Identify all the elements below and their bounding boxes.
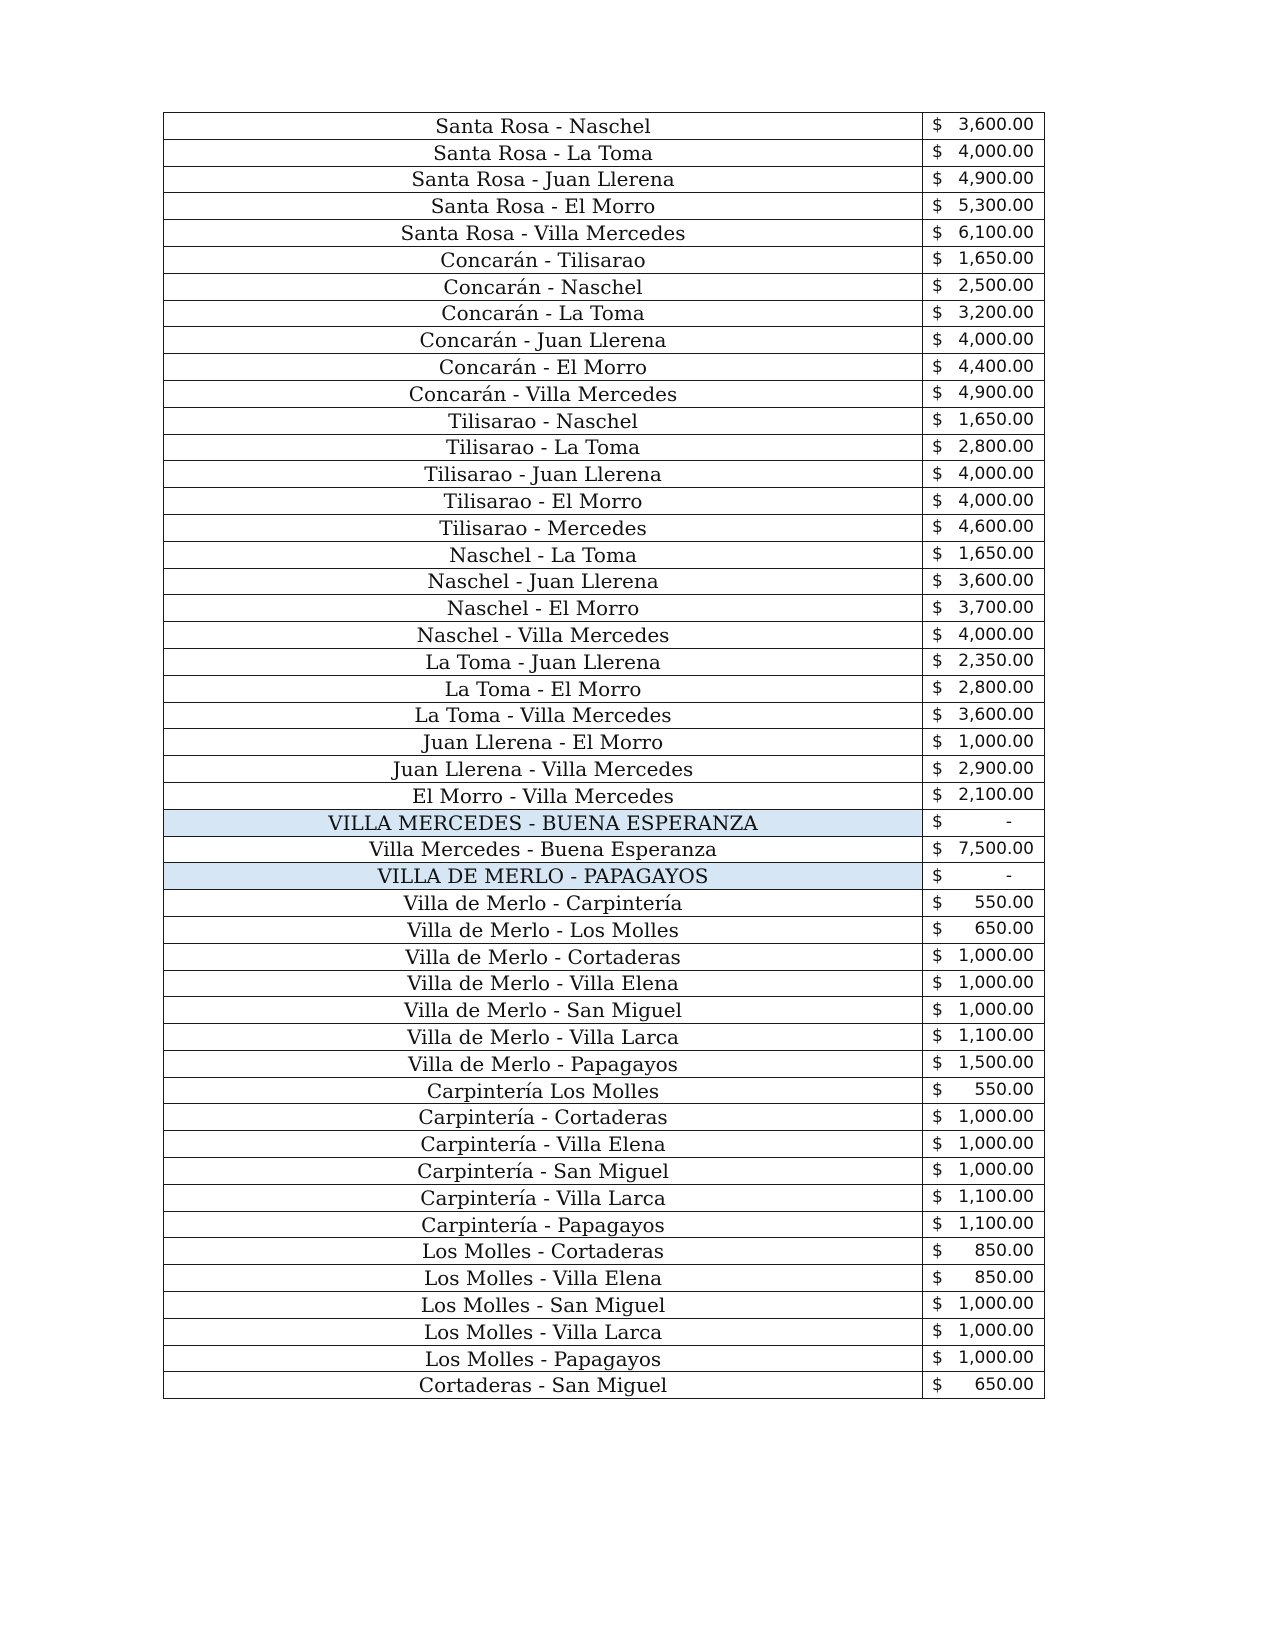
price-cell [923,1238,1045,1265]
price-amount: 3,600.00 [958,570,1034,591]
price-cell [923,729,1045,756]
table-row [164,943,1045,970]
table-row [164,1292,1045,1319]
table-row [164,1104,1045,1131]
route-cell: Concarán - El Morro [164,354,923,381]
currency-symbol: $ [932,972,943,993]
table-row [164,1238,1045,1265]
price-cell-inner [923,1189,1044,1206]
price-amount: 1,000.00 [958,946,1034,967]
currency-symbol: $ [932,892,943,913]
price-cell [923,193,1045,220]
price-cell [923,354,1045,381]
table-row [164,327,1045,354]
price-cell-inner [923,412,1044,429]
route-cell: Villa Mercedes - Buena Esperanza [164,836,923,863]
table-row [164,1131,1045,1158]
price-cell-inner [923,117,1044,134]
table-row [164,729,1045,756]
currency-symbol: $ [932,1026,943,1047]
price-cell [923,407,1045,434]
currency-symbol: $ [932,410,943,431]
route-cell: Concarán - La Toma [164,300,923,327]
price-amount: - [1005,812,1012,833]
price-cell-inner [923,1296,1044,1313]
price-cell-inner [923,1028,1044,1045]
price-cell [923,300,1045,327]
table-row [164,916,1045,943]
price-amount: 3,600.00 [958,704,1034,725]
route-cell: Santa Rosa - Naschel [164,113,923,140]
table-row [164,1265,1045,1292]
currency-symbol: $ [932,383,943,404]
table-row [164,488,1045,515]
table-row [164,1345,1045,1372]
route-cell: Juan Llerena - Villa Mercedes [164,756,923,783]
currency-symbol: $ [932,651,943,672]
currency-symbol: $ [932,1348,943,1369]
price-amount: 550.00 [974,892,1034,913]
table-row [164,782,1045,809]
route-cell: Tilisarao - Mercedes [164,514,923,541]
route-cell: La Toma - El Morro [164,675,923,702]
price-cell [923,916,1045,943]
route-cell: Concarán - Naschel [164,273,923,300]
currency-symbol: $ [932,1187,943,1208]
price-amount: 2,800.00 [958,436,1034,457]
price-cell [923,461,1045,488]
table-row [164,193,1045,220]
price-cell [923,622,1045,649]
price-amount: 4,000.00 [958,329,1034,350]
price-amount: 4,000.00 [958,142,1034,163]
price-cell-inner [923,1240,1044,1261]
route-cell: Naschel - Juan Llerena [164,568,923,595]
route-cell: Santa Rosa - Juan Llerena [164,166,923,193]
route-cell: Carpintería - Papagayos [164,1211,923,1238]
route-cell: Naschel - La Toma [164,541,923,568]
route-cell: Tilisarao - Naschel [164,407,923,434]
route-cell: Tilisarao - Juan Llerena [164,461,923,488]
route-cell: Cortaderas - San Miguel [164,1372,923,1399]
price-amount: 5,300.00 [958,195,1034,216]
price-cell-inner [923,1106,1044,1127]
currency-symbol: $ [932,946,943,967]
fare-table-body [164,113,1045,1399]
currency-symbol: $ [932,544,943,565]
price-cell-inner [923,278,1044,295]
route-cell: Concarán - Juan Llerena [164,327,923,354]
price-cell [923,1131,1045,1158]
currency-symbol: $ [932,276,943,297]
table-row [164,1050,1045,1077]
price-cell [923,997,1045,1024]
price-cell [923,380,1045,407]
price-cell-inner [923,1133,1044,1154]
price-cell-inner [923,999,1044,1020]
price-cell [923,890,1045,917]
section-header-row [164,863,1045,890]
currency-symbol: $ [932,1321,943,1342]
price-cell [923,1104,1045,1131]
table-row [164,702,1045,729]
table-row [164,1372,1045,1399]
price-cell [923,943,1045,970]
price-cell-inner [923,195,1044,216]
currency-symbol: $ [932,597,943,618]
price-cell [923,782,1045,809]
table-row [164,407,1045,434]
price-cell-inner [923,787,1044,804]
price-amount: 2,350.00 [958,651,1034,672]
price-amount: 1,650.00 [958,410,1034,431]
table-row [164,595,1045,622]
currency-symbol: $ [932,222,943,243]
price-cell-inner [923,921,1044,938]
price-cell [923,648,1045,675]
route-cell: Carpintería Los Molles [164,1077,923,1104]
currency-symbol: $ [932,142,943,163]
table-row [164,273,1045,300]
route-cell: La Toma - Villa Mercedes [164,702,923,729]
route-cell: Carpintería - Cortaderas [164,1104,923,1131]
currency-symbol: $ [932,329,943,350]
price-cell [923,568,1045,595]
section-header-row [164,809,1045,836]
price-amount: 1,650.00 [958,249,1034,270]
table-row [164,1211,1045,1238]
price-amount: 3,600.00 [958,115,1034,136]
price-cell [923,809,1045,836]
price-cell-inner [923,1350,1044,1367]
price-cell-inner [923,704,1044,725]
price-cell-inner [923,490,1044,511]
price-cell-inner [923,731,1044,752]
currency-symbol: $ [932,1294,943,1315]
price-cell-inner [923,838,1044,859]
price-cell-inner [923,948,1044,965]
price-amount: 1,000.00 [958,731,1034,752]
table-row [164,1024,1045,1051]
table-row [164,139,1045,166]
currency-symbol: $ [932,758,943,779]
currency-symbol: $ [932,1133,943,1154]
currency-symbol: $ [932,490,943,511]
currency-symbol: $ [932,195,943,216]
table-row [164,675,1045,702]
price-cell-inner [923,251,1044,268]
route-cell: Los Molles - Villa Larca [164,1318,923,1345]
route-cell: Juan Llerena - El Morro [164,729,923,756]
route-cell: Los Molles - San Miguel [164,1292,923,1319]
price-amount: 1,000.00 [958,1160,1034,1181]
route-cell: Concarán - Tilisarao [164,246,923,273]
price-cell-inner [923,865,1044,886]
price-amount: 7,500.00 [958,838,1034,859]
price-cell [923,1372,1045,1399]
price-cell-inner [923,546,1044,563]
route-cell: Villa de Merlo - Carpintería [164,890,923,917]
price-cell-inner [923,1267,1044,1288]
price-cell [923,1077,1045,1104]
currency-symbol: $ [932,1080,943,1101]
price-cell [923,1050,1045,1077]
route-cell: Naschel - El Morro [164,595,923,622]
route-cell: Santa Rosa - Villa Mercedes [164,220,923,247]
price-cell [923,756,1045,783]
currency-symbol: $ [932,436,943,457]
currency-symbol: $ [932,1053,943,1074]
route-cell: Villa de Merlo - Villa Elena [164,970,923,997]
price-cell-inner [923,519,1044,536]
price-cell-inner [923,222,1044,243]
currency-symbol: $ [932,678,943,699]
route-cell: Santa Rosa - La Toma [164,139,923,166]
price-amount: 3,200.00 [958,302,1034,323]
currency-symbol: $ [932,1374,943,1395]
currency-symbol: $ [932,1160,943,1181]
table-row [164,756,1045,783]
table-row [164,434,1045,461]
table-row [164,568,1045,595]
route-cell: Carpintería - Villa Elena [164,1131,923,1158]
currency-symbol: $ [932,1267,943,1288]
price-cell [923,327,1045,354]
price-cell-inner [923,653,1044,670]
currency-symbol: $ [932,1214,943,1235]
table-row [164,220,1045,247]
fare-table [163,112,1045,1399]
price-cell [923,1318,1045,1345]
price-amount: 4,600.00 [958,517,1034,538]
price-cell [923,514,1045,541]
price-amount: 2,800.00 [958,678,1034,699]
price-cell-inner [923,1055,1044,1072]
price-amount: 1,000.00 [958,972,1034,993]
currency-symbol: $ [932,356,943,377]
price-amount: 650.00 [974,1374,1034,1395]
price-cell [923,246,1045,273]
price-cell-inner [923,624,1044,645]
price-cell-inner [923,1082,1044,1099]
price-amount: 1,100.00 [958,1187,1034,1208]
price-cell-inner [923,758,1044,779]
price-cell-inner [923,168,1044,189]
price-cell-inner [923,356,1044,377]
price-amount: 650.00 [974,919,1034,940]
route-cell: Naschel - Villa Mercedes [164,622,923,649]
currency-symbol: $ [932,731,943,752]
price-cell-inner [923,1162,1044,1179]
table-row [164,1077,1045,1104]
currency-symbol: $ [932,570,943,591]
table-row [164,113,1045,140]
currency-symbol: $ [932,704,943,725]
price-cell [923,1265,1045,1292]
price-cell [923,675,1045,702]
route-cell: Los Molles - Papagayos [164,1345,923,1372]
price-amount: 1,100.00 [958,1214,1034,1235]
price-cell [923,1024,1045,1051]
route-cell: Santa Rosa - El Morro [164,193,923,220]
price-cell [923,113,1045,140]
price-cell-inner [923,1216,1044,1233]
table-row [164,890,1045,917]
currency-symbol: $ [932,1106,943,1127]
price-cell-inner [923,972,1044,993]
price-cell-inner [923,1374,1044,1395]
route-cell: Carpintería - San Miguel [164,1158,923,1185]
route-cell: VILLA DE MERLO - PAPAGAYOS [164,863,923,890]
table-row [164,997,1045,1024]
price-cell-inner [923,463,1044,484]
route-cell: Villa de Merlo - Cortaderas [164,943,923,970]
price-cell-inner [923,680,1044,697]
price-amount: 4,000.00 [958,463,1034,484]
currency-symbol: $ [932,919,943,940]
price-cell [923,1158,1045,1185]
table-row [164,461,1045,488]
price-cell-inner [923,436,1044,457]
price-cell [923,863,1045,890]
price-amount: 6,100.00 [958,222,1034,243]
price-cell-inner [923,385,1044,402]
currency-symbol: $ [932,463,943,484]
price-cell-inner [923,892,1044,913]
currency-symbol: $ [932,517,943,538]
price-amount: 4,900.00 [958,383,1034,404]
table-row [164,300,1045,327]
price-amount: 2,900.00 [958,758,1034,779]
table-row [164,622,1045,649]
price-cell [923,139,1045,166]
route-cell: Villa de Merlo - Papagayos [164,1050,923,1077]
table-row [164,380,1045,407]
currency-symbol: $ [932,624,943,645]
price-cell [923,1345,1045,1372]
price-amount: 1,500.00 [958,1053,1034,1074]
price-amount: 1,000.00 [958,1106,1034,1127]
currency-symbol: $ [932,785,943,806]
route-cell: Villa de Merlo - Los Molles [164,916,923,943]
price-amount: 1,650.00 [958,544,1034,565]
currency-symbol: $ [932,865,943,886]
route-cell: Tilisarao - El Morro [164,488,923,515]
price-amount: 4,900.00 [958,168,1034,189]
table-row [164,354,1045,381]
price-cell [923,595,1045,622]
table-row [164,1184,1045,1211]
route-cell: Carpintería - Villa Larca [164,1184,923,1211]
price-amount: 2,100.00 [958,785,1034,806]
price-cell [923,970,1045,997]
price-amount: 1,000.00 [958,1321,1034,1342]
table-row [164,246,1045,273]
price-cell-inner [923,814,1044,831]
price-amount: 3,700.00 [958,597,1034,618]
currency-symbol: $ [932,115,943,136]
price-cell [923,220,1045,247]
price-cell [923,702,1045,729]
price-cell [923,488,1045,515]
currency-symbol: $ [932,302,943,323]
route-cell: Concarán - Villa Mercedes [164,380,923,407]
table-row [164,648,1045,675]
price-amount: 550.00 [974,1080,1034,1101]
price-amount: 1,100.00 [958,1026,1034,1047]
price-cell [923,166,1045,193]
price-amount: 1,000.00 [958,1133,1034,1154]
price-cell-inner [923,597,1044,618]
currency-symbol: $ [932,999,943,1020]
price-amount: 4,000.00 [958,624,1034,645]
route-cell: Tilisarao - La Toma [164,434,923,461]
price-amount: - [1005,865,1012,886]
price-cell [923,1184,1045,1211]
price-cell [923,541,1045,568]
table-row [164,970,1045,997]
route-cell: Los Molles - Cortaderas [164,1238,923,1265]
price-amount: 850.00 [974,1267,1034,1288]
price-cell-inner [923,570,1044,591]
route-cell: El Morro - Villa Mercedes [164,782,923,809]
route-cell: Villa de Merlo - San Miguel [164,997,923,1024]
price-cell [923,836,1045,863]
price-cell-inner [923,144,1044,161]
price-amount: 4,000.00 [958,490,1034,511]
price-amount: 4,400.00 [958,356,1034,377]
price-amount: 1,000.00 [958,999,1034,1020]
table-row [164,1158,1045,1185]
route-cell: Villa de Merlo - Villa Larca [164,1024,923,1051]
price-cell-inner [923,329,1044,350]
price-cell [923,1292,1045,1319]
table-row [164,541,1045,568]
price-amount: 2,500.00 [958,276,1034,297]
price-cell [923,1211,1045,1238]
price-amount: 850.00 [974,1240,1034,1261]
table-row [164,166,1045,193]
price-cell-inner [923,302,1044,323]
currency-symbol: $ [932,249,943,270]
route-cell: La Toma - Juan Llerena [164,648,923,675]
route-cell: VILLA MERCEDES - BUENA ESPERANZA [164,809,923,836]
price-cell [923,273,1045,300]
price-amount: 1,000.00 [958,1294,1034,1315]
table-row [164,514,1045,541]
price-cell [923,434,1045,461]
currency-symbol: $ [932,812,943,833]
table-row [164,1318,1045,1345]
price-cell-inner [923,1323,1044,1340]
currency-symbol: $ [932,1240,943,1261]
currency-symbol: $ [932,168,943,189]
table-row [164,836,1045,863]
route-cell: Los Molles - Villa Elena [164,1265,923,1292]
price-amount: 1,000.00 [958,1348,1034,1369]
currency-symbol: $ [932,838,943,859]
